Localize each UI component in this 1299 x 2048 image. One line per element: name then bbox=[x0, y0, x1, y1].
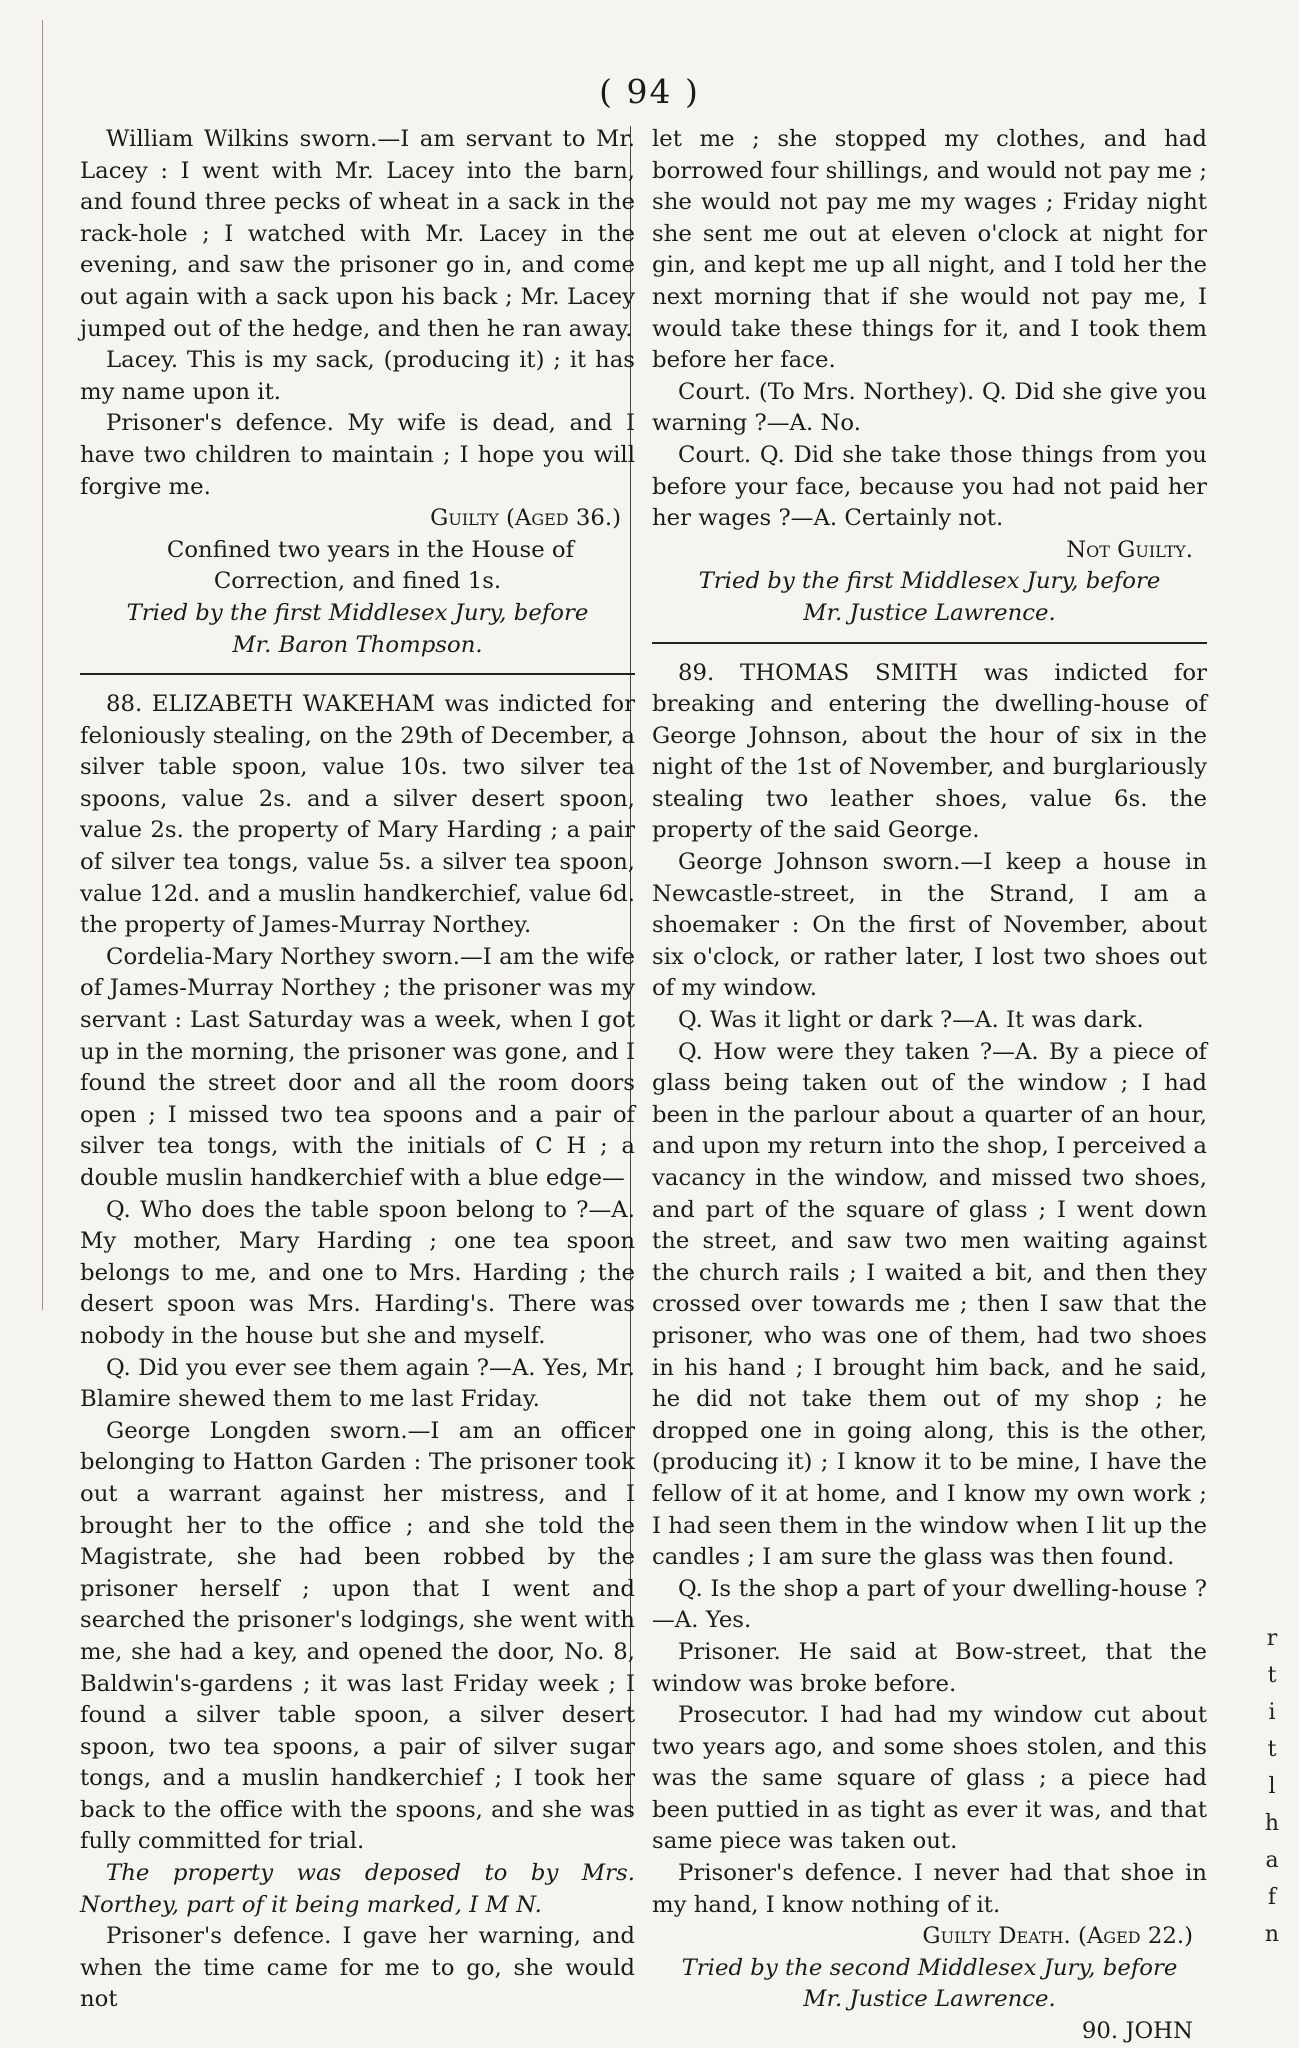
johnson-q1: Q. Was it light or dark ?—A. It was dark. bbox=[678, 1007, 1144, 1034]
defence-continued: let me ; she stopped my clothes, and had borrowed four shillings, and would not pay me ; she would not pay me my wages ; Friday night she sent me out at eleven o'clock at night for gin, and kept me up all night, and I told her the next morning that if she would not pay me, I would take these things for it, and I took them before her face. bbox=[652, 126, 1208, 374]
prisoner-statement: Prisoner. He said at Bow-street, that the window was broke before. bbox=[652, 1638, 1207, 1697]
margin-letter: a bbox=[1265, 1848, 1279, 1873]
northey-q2: Q. Did you ever see them again ?—A. Yes, Mr. Blamire shewed them to me last Friday. bbox=[80, 1354, 635, 1413]
right-column bbox=[652, 124, 1207, 2048]
verdict-87: Guilty (Aged 36.) bbox=[430, 505, 621, 532]
page-edge-line bbox=[42, 20, 43, 1310]
trial-note-88-line1: Tried by the first Middlesex Jury, before bbox=[698, 568, 1161, 595]
northey-testimony: Cordelia-Mary Northey sworn.—I am the wife of James-Murray Northey ; the prisoner was my servant : Last Saturday was a week, when I got up in the morning, the prisoner was gone, and I found the street door and all the room doors open ; I missed two tea spoons and a pair of silver tea tongs, with the initials of C H ; a double muslin handkerchief with a blue edge— bbox=[80, 943, 635, 1191]
property-note: The property was deposed to by Mrs. Northey, part of it being marked, I M N. bbox=[80, 1860, 635, 1918]
prisoner-defence-2: Prisoner's defence. I gave her warning, and when the time came for me to go, she would not bbox=[80, 1923, 635, 2013]
section-rule bbox=[80, 673, 635, 675]
margin-letter: i bbox=[1268, 1700, 1276, 1725]
catchword: 90. JOHN bbox=[1081, 2018, 1193, 2045]
section-rule bbox=[652, 642, 1207, 644]
northey-q1: Q. Who does the table spoon belong to ?—A. My mother, Mary Harding ; one tea spoon belongs to me, and one to Mrs. Harding ; the desert spoon was Mrs. Harding's. There was nobody in the house but she and myself. bbox=[80, 1196, 635, 1349]
trial-note-89-line2: Mr. Justice Lawrence. bbox=[803, 1986, 1056, 2013]
margin-letter: f bbox=[1267, 1885, 1277, 1910]
left-column bbox=[80, 124, 635, 2016]
trial-note-88-line2: Mr. Justice Lawrence. bbox=[803, 599, 1056, 626]
lacey-statement: Lacey. This is my sack, (producing it) ; it has my name upon it. bbox=[80, 347, 635, 405]
johnson-testimony: George Johnson sworn.—I keep a house in Newcastle-street, in the Strand, I am a shoemaker : On the first of November, about six o'clock, or rather later, I lost two shoes out of my window. bbox=[652, 849, 1207, 1002]
trial-note-87-line2: Mr. Baron Thompson. bbox=[232, 631, 483, 658]
verdict-88: Not Guilty. bbox=[1066, 536, 1193, 563]
wilkins-testimony: William Wilkins sworn.—I am servant to Mr. Lacey : I went with Mr. Lacey into the barn, and found three pecks of wheat in a sack in the rack-hole ; I watched with Mr. Lacey in the evening, and saw the prisoner go in, and come out again with a sack upon his back ; Mr. Lacey jumped out of the hedge, and then he ran away. bbox=[80, 126, 635, 342]
margin-letter: t bbox=[1267, 1663, 1277, 1688]
court-question-2: Court. Q. Did she take those things from you before your face, because you had not paid her her wages ?—A. Certainly not. bbox=[652, 441, 1207, 532]
court-question-1: Court. (To Mrs. Northey). Q. Did she give you warning ?—A. No. bbox=[652, 378, 1207, 437]
page-number: ( 94 ) bbox=[599, 72, 700, 111]
prisoner-defence-3: Prisoner's defence. I never had that shoe in my hand, I know nothing of it. bbox=[652, 1860, 1207, 1918]
margin-letter: t bbox=[1267, 1737, 1277, 1762]
margin-letter: h bbox=[1264, 1811, 1280, 1836]
margin-letter: n bbox=[1264, 1922, 1280, 1947]
case-89-indictment: 89. THOMAS SMITH was indicted for breaking and entering the dwelling-house of George Johnson, about the hour of six in the night of the 1st of November, and burglariously stealing two leather shoes, value 6s. the property of the said George. bbox=[652, 659, 1207, 844]
trial-note-87-line1: Tried by the first Middlesex Jury, before bbox=[126, 599, 589, 626]
prosecutor-statement: Prosecutor. I had had my window cut about two years ago, and some shoes stolen, and this was the same square of glass ; a piece had been puttied in as tight as ever it was, and that same piece was taken out. bbox=[652, 1702, 1207, 1855]
johnson-q3: Q. Is the shop a part of your dwelling-house ?—A. Yes. bbox=[652, 1575, 1207, 1634]
case-88-indictment: 88. ELIZABETH WAKEHAM was indicted for feloniously stealing, on the 29th of December, a silver table spoon, value 10s. two silver tea spoons, value 2s. and a silver desert spoon, value 2s. the property of Mary Harding ; a pair of silver tea tongs, value 5s. a silver tea spoon, value 12d. and a muslin handkerchief, value 6d. the property of James-Murray Northey. bbox=[80, 691, 635, 939]
prisoner-defence-1: Prisoner's defence. My wife is dead, and I have two children to maintain ; I hope you will forgive me. bbox=[80, 410, 635, 500]
sentence-87: Confined two years in the House of Correction, and fined 1s. bbox=[166, 536, 575, 595]
margin-letter: l bbox=[1268, 1774, 1276, 1799]
margin-letter: r bbox=[1266, 1626, 1278, 1651]
trial-note-89-line1: Tried by the second Middlesex Jury, before bbox=[681, 1954, 1178, 1981]
verdict-89: Guilty Death. (Aged 22.) bbox=[922, 1923, 1193, 1950]
margin-bleed-through bbox=[1262, 1620, 1282, 1953]
longden-testimony: George Longden sworn.—I am an officer belonging to Hatton Garden : The prisoner took out a warrant against her mistress, and I brought her to the office ; and she told the Magistrate, she had been robbed by the prisoner herself ; upon that I went and searched the prisoner's lodgings, she went with me, she had a key, and opened the door, No. 8, Baldwin's-gardens ; it was last Friday week ; I found a silver table spoon, a silver desert spoon, two tea spoons, a pair of silver sugar tongs, and a muslin handkerchief ; I took her back to the office with the spoons, and she was fully committed for trial. bbox=[80, 1417, 635, 1855]
johnson-q2: Q. How were they taken ?—A. By a piece of glass being taken out of the window ; I had been in the parlour about a quarter of an hour, and upon my return into the shop, I perceived a vacancy in the window, and missed two shoes, and part of the square of glass ; I went down the street, and saw two men waiting against the church rails ; I waited a bit, and then they crossed over towards me ; then I saw that the prisoner, who was one of them, had two shoes in his hand ; I brought him back, and he said, he did not take them out of my shop ; he dropped one in going along, this is the other, (producing it) ; I know it to be mine, I have the fellow of it at home, and I know my own work ; I had seen them in the window when I lit up the candles ; I am sure the glass was then found. bbox=[652, 1038, 1207, 1571]
